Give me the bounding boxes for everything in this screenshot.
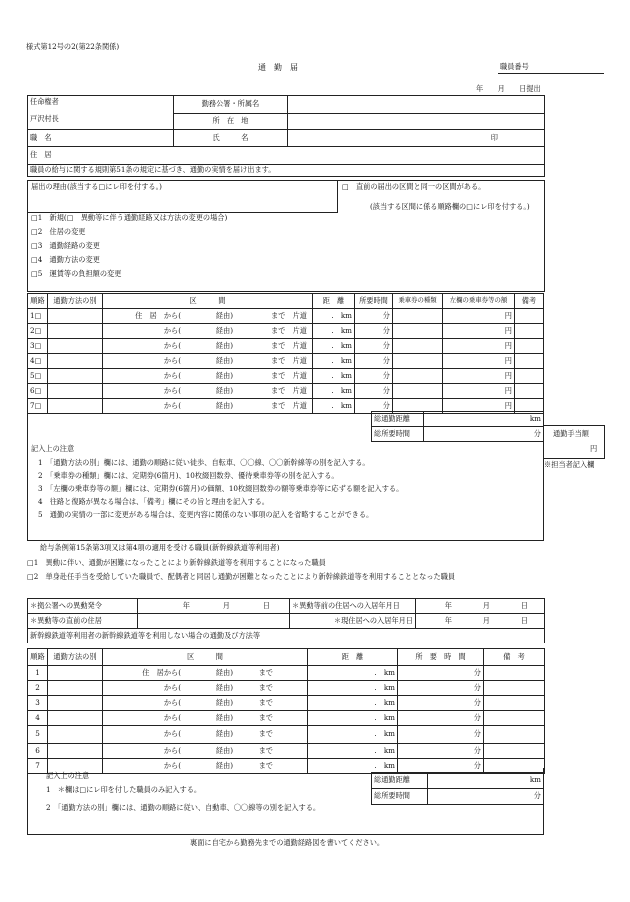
- route-remarks-field[interactable]: [515, 369, 544, 384]
- alt-route-from: から(: [163, 682, 181, 692]
- route-from: から(: [163, 385, 181, 395]
- alt-total-distance-label: 総通勤距離: [372, 773, 428, 789]
- route-minutes[interactable]: 分: [355, 324, 393, 339]
- alt-route-remarks-field[interactable]: [484, 696, 545, 711]
- alt-route-totals: [371, 772, 544, 805]
- route-remarks-field[interactable]: [515, 384, 544, 399]
- alt-route-row: [28, 666, 545, 681]
- alt-route-distance[interactable]: . km: [308, 681, 398, 696]
- same-section-note: (該当する区間に係る順路欄の□にレ印を付する。): [370, 202, 530, 211]
- route-distance[interactable]: . km: [313, 339, 355, 354]
- alt-route-order: 7: [28, 759, 48, 774]
- reason-option-3[interactable]: □3 通勤経路の変更: [31, 241, 100, 250]
- route-via: 経由): [215, 385, 233, 395]
- alt-notes-heading: 記入上の注意: [46, 771, 90, 780]
- alt-route-row: [28, 681, 545, 696]
- office-field[interactable]: [288, 96, 545, 114]
- route-section-field[interactable]: [103, 309, 313, 324]
- route-method-field[interactable]: [48, 354, 103, 369]
- alt-col-method: 通勤方法の別: [48, 649, 103, 666]
- route-to: まで 片道: [271, 385, 307, 395]
- route-order[interactable]: 2□: [28, 324, 48, 339]
- route-minutes[interactable]: 分: [355, 384, 393, 399]
- alt-route-heading: 新幹線鉄道等利用者の新幹線鉄道等を利用しない場合の通勤及び方法等: [28, 629, 545, 644]
- alt-route-to: まで: [258, 667, 273, 677]
- route-to: まで 片道: [271, 400, 307, 410]
- shinkansen-dates-table: [27, 598, 545, 643]
- prev-move-label: ＊異動等前の住居への入居年月日: [290, 599, 416, 614]
- col-ticket-amount: 左欄の乗車券等の額: [443, 294, 515, 309]
- col-time: 所要時間: [355, 294, 393, 309]
- alt-route-remarks-field[interactable]: [484, 681, 545, 696]
- name-label: 氏 名: [174, 130, 288, 147]
- alt-col-remarks: 備 考: [484, 649, 545, 666]
- alt-route-minutes[interactable]: 分: [398, 726, 484, 744]
- route-order[interactable]: 6□: [28, 384, 48, 399]
- route-via: 経由): [215, 370, 233, 380]
- route-amount[interactable]: 円: [443, 399, 515, 414]
- staff-number-underline: [498, 73, 604, 74]
- alt-route-remarks-field[interactable]: [484, 744, 545, 759]
- alt-route-from: 住 居から(: [142, 667, 181, 677]
- notes-heading: 記入上の注意: [31, 444, 75, 453]
- seal-mark: 印: [490, 132, 498, 142]
- route-minutes[interactable]: 分: [355, 399, 393, 414]
- route-distance[interactable]: . km: [313, 354, 355, 369]
- alt-route-order: 2: [28, 681, 48, 696]
- route-row: [28, 384, 544, 399]
- route-method-field[interactable]: [48, 309, 103, 324]
- route-to: まで 片道: [271, 370, 307, 380]
- curr-move-label: ＊現住居への入居年月日: [290, 614, 416, 629]
- note-item-2: 2 「乗車券の種類」欄には、定期券(6箇月)、10枚綴回数券、優待乗車券等の別を記入する。: [38, 471, 339, 480]
- appointer-label: 任命権者: [30, 97, 59, 106]
- form-number: 様式第12号の2(第22条関係): [26, 42, 120, 51]
- alt-route-distance[interactable]: . km: [308, 726, 398, 744]
- alt-note-item-2: 2 「通勤方法の別」欄には、通勤の順路に従い、自動車、〇〇線等の別を記入する。: [46, 803, 321, 812]
- total-time-field[interactable]: [424, 427, 544, 442]
- transfer-day: 日: [262, 600, 270, 610]
- allowance-unit: 円: [590, 444, 598, 453]
- route-ticket-field[interactable]: [393, 354, 443, 369]
- route-row: [28, 369, 544, 384]
- curr-move-year: 年: [444, 615, 452, 625]
- alt-route-order: 1: [28, 666, 48, 681]
- prev-move-month: 月: [482, 600, 490, 610]
- prev-move-day: 日: [520, 600, 528, 610]
- alt-route-via: 経由): [215, 667, 233, 677]
- route-method-field[interactable]: [48, 339, 103, 354]
- notes-box-left: [27, 411, 28, 541]
- alt-route-method-field[interactable]: [48, 726, 103, 744]
- col-ticket-type: 乗車券の種類: [393, 294, 443, 309]
- route-distance[interactable]: . km: [313, 369, 355, 384]
- route-via: 経由): [215, 400, 233, 410]
- alt-col-order: 順路: [28, 649, 48, 666]
- alt-total-time-unit: 分: [533, 791, 541, 801]
- route-from: 住 居 から(: [135, 310, 181, 320]
- alt-route-from: から(: [163, 697, 181, 707]
- alt-route-row: [28, 711, 545, 726]
- footer-note: 裏面に自宅から勤務先までの通勤経路図を書いてください。: [190, 838, 385, 847]
- alt-route-section-field[interactable]: [103, 696, 308, 711]
- allowance-label: 通勤手当額: [553, 429, 589, 438]
- reason-option-4[interactable]: □4 通勤方法の変更: [31, 255, 100, 264]
- route-table: [27, 293, 544, 414]
- form-title: 通 勤 届: [258, 63, 298, 72]
- route-distance[interactable]: . km: [313, 399, 355, 414]
- route-amount[interactable]: 円: [443, 309, 515, 324]
- alt-route-order: 5: [28, 726, 48, 744]
- total-distance-field[interactable]: [424, 412, 544, 427]
- alt-total-distance-unit: km: [529, 775, 541, 785]
- route-method-field[interactable]: [48, 399, 103, 414]
- alt-route-distance[interactable]: . km: [308, 666, 398, 681]
- alt-route-via: 経由): [215, 760, 233, 770]
- route-from: から(: [163, 370, 181, 380]
- alt-route-row: [28, 744, 545, 759]
- alt-route-via: 経由): [215, 745, 233, 755]
- alt-route-from: から(: [163, 745, 181, 755]
- alt-route-section-field[interactable]: [103, 759, 308, 774]
- alt-route-to: まで: [258, 745, 273, 755]
- alt-route-minutes[interactable]: 分: [398, 744, 484, 759]
- route-section-field[interactable]: [103, 354, 313, 369]
- applicant-info-table: [27, 95, 545, 177]
- prev-address-field[interactable]: [138, 614, 290, 629]
- submit-date-line: 年 月 日提出: [476, 84, 541, 93]
- route-to: まで 片道: [271, 340, 307, 350]
- route-method-field[interactable]: [48, 324, 103, 339]
- route-method-field[interactable]: [48, 369, 103, 384]
- alt-route-minutes[interactable]: 分: [398, 681, 484, 696]
- alt-route-minutes[interactable]: 分: [398, 711, 484, 726]
- alt-route-method-field[interactable]: [48, 711, 103, 726]
- notes-box-bottom: [27, 540, 544, 541]
- job-title-label: 職 名: [30, 132, 52, 142]
- route-ticket-field[interactable]: [393, 384, 443, 399]
- col-method: 通勤方法の別: [48, 294, 103, 309]
- residence-field[interactable]: [28, 147, 545, 165]
- alt-col-time: 所 要 時 間: [398, 649, 484, 666]
- appointer-value: 戸沢村長: [30, 113, 59, 123]
- reason-option-5[interactable]: □5 運賃等の負担額の変更: [31, 269, 122, 278]
- alt-route-section-field[interactable]: [103, 681, 308, 696]
- alt-notes-bottom: [27, 834, 544, 835]
- alt-route-from: から(: [163, 729, 181, 739]
- address-field[interactable]: [288, 114, 545, 130]
- alt-route-to: まで: [258, 760, 273, 770]
- alt-route-method-field[interactable]: [48, 744, 103, 759]
- route-section-field[interactable]: [103, 324, 313, 339]
- alt-total-time-label: 総所要時間: [372, 789, 428, 805]
- alt-route-distance[interactable]: . km: [308, 711, 398, 726]
- alt-route-distance[interactable]: . km: [308, 759, 398, 774]
- shinkansen-heading: 給与条例第15条第3項又は第4項の適用を受ける職員(新幹線鉄道等利用者): [40, 543, 280, 552]
- alt-route-from: から(: [163, 712, 181, 722]
- route-via: 経由): [215, 340, 233, 350]
- route-distance[interactable]: . km: [313, 324, 355, 339]
- route-from: から(: [163, 340, 181, 350]
- prev-move-year: 年: [444, 600, 452, 610]
- reason-header: 届出の理由(該当する□にレ印を付する。): [31, 182, 162, 191]
- route-order[interactable]: 1□: [28, 309, 48, 324]
- alt-notes-left: [27, 768, 28, 835]
- curr-move-date-field[interactable]: [416, 614, 545, 629]
- route-to: まで 片道: [271, 310, 307, 320]
- alt-note-item-1: 1 ＊欄は□にレ印を付した職員のみ記入する。: [46, 785, 202, 794]
- alt-total-time-field[interactable]: [428, 789, 544, 805]
- staff-number-label: 職員番号: [500, 62, 529, 71]
- route-ticket-field[interactable]: [393, 369, 443, 384]
- note-item-1: 1 「通勤方法の別」欄には、通勤の順路に従い徒歩、自転車、〇〇線、〇〇新幹線等の別を記入する。: [38, 458, 370, 467]
- alt-route-order: 6: [28, 744, 48, 759]
- allowance-note: ※担当者記入欄: [544, 460, 595, 469]
- reason-option-1[interactable]: □1 新規(□ 異動等に伴う通勤経路又は方法の変更の場合): [31, 213, 228, 222]
- route-section-field[interactable]: [103, 399, 313, 414]
- route-to: まで 片道: [271, 355, 307, 365]
- shinkansen-option-2[interactable]: □2 単身赴任手当を受給していた職員で、配偶者と同居し通勤が困難となったことにより新幹線鉄道等を利用することとなった職員: [27, 572, 456, 581]
- alt-route-order: 3: [28, 696, 48, 711]
- note-item-4: 4 往路と復路が異なる場合は、「備考」欄にその旨と理由を記入する。: [38, 497, 269, 506]
- appointer-cell: [28, 96, 174, 130]
- alt-route-via: 経由): [215, 682, 233, 692]
- route-remarks-field[interactable]: [515, 354, 544, 369]
- prev-address-label: ＊異動等の直前の住居: [28, 614, 138, 629]
- route-from: から(: [163, 355, 181, 365]
- curr-move-month: 月: [482, 615, 490, 625]
- route-via: 経由): [215, 310, 233, 320]
- col-distance: 距 離: [313, 294, 355, 309]
- total-distance-label: 総通勤距離: [372, 412, 424, 427]
- alt-route-method-field[interactable]: [48, 681, 103, 696]
- route-minutes[interactable]: 分: [355, 339, 393, 354]
- alt-route-order: 4: [28, 711, 48, 726]
- route-row: [28, 309, 544, 324]
- address-label: 所 在 地: [174, 114, 288, 130]
- alt-route-remarks-field[interactable]: [484, 666, 545, 681]
- route-minutes[interactable]: 分: [355, 309, 393, 324]
- name-field[interactable]: [288, 130, 545, 147]
- route-ticket-field[interactable]: [393, 324, 443, 339]
- route-to: まで 片道: [271, 325, 307, 335]
- route-row: [28, 324, 544, 339]
- route-section-field[interactable]: [103, 339, 313, 354]
- reason-option-2[interactable]: □2 住居の変更: [31, 227, 86, 236]
- alt-route-to: まで: [258, 697, 273, 707]
- note-item-5: 5 通勤の実情の一部に変更がある場合は、変更内容に関係のない事項の記入を省略することができる。: [38, 510, 374, 519]
- curr-move-day: 日: [520, 615, 528, 625]
- alt-route-minutes[interactable]: 分: [398, 759, 484, 774]
- route-remarks-field[interactable]: [515, 339, 544, 354]
- statement: 職員の給与に関する規則第51条の規定に基づき、通勤の実情を届け出ます。: [28, 165, 545, 177]
- alt-route-section-field[interactable]: [103, 666, 308, 681]
- route-section-field[interactable]: [103, 369, 313, 384]
- col-remarks: 備考: [515, 294, 544, 309]
- alt-route-distance[interactable]: . km: [308, 744, 398, 759]
- office-label: 勤務公署・所属名: [174, 96, 288, 114]
- route-ticket-field[interactable]: [393, 339, 443, 354]
- job-title-cell[interactable]: [28, 130, 174, 147]
- alt-route-method-field[interactable]: [48, 666, 103, 681]
- alt-route-minutes[interactable]: 分: [398, 696, 484, 711]
- alt-route-distance[interactable]: . km: [308, 696, 398, 711]
- alt-route-method-field[interactable]: [48, 696, 103, 711]
- residence-label: 住 居: [30, 150, 52, 160]
- note-item-3: 3 「左欄の乗車券等の額」欄には、定期券(6箇月)の価額、10枚綴回数券の額等乗車券等に応ずる額を記入する。: [38, 484, 404, 493]
- route-from: から(: [163, 400, 181, 410]
- col-section: 区 間: [103, 294, 313, 309]
- transfer-month: 月: [222, 600, 230, 610]
- alt-route-via: 経由): [215, 712, 233, 722]
- route-distance[interactable]: . km: [313, 384, 355, 399]
- total-time-label: 総所要時間: [372, 427, 424, 442]
- alt-total-distance-field[interactable]: [428, 773, 544, 789]
- shinkansen-route-table: [27, 648, 545, 774]
- route-via: 経由): [215, 355, 233, 365]
- alt-route-section-field[interactable]: [103, 744, 308, 759]
- alt-route-section-field[interactable]: [103, 711, 308, 726]
- route-amount[interactable]: 円: [443, 384, 515, 399]
- route-amount[interactable]: 円: [443, 339, 515, 354]
- route-minutes[interactable]: 分: [355, 369, 393, 384]
- shinkansen-option-1[interactable]: □1 異動に伴い、通勤が困難になったことにより新幹線鉄道等を利用することになった職員: [27, 558, 326, 567]
- alt-route-minutes[interactable]: 分: [398, 666, 484, 681]
- route-row: [28, 354, 544, 369]
- route-distance[interactable]: . km: [313, 309, 355, 324]
- transfer-date-field[interactable]: [138, 599, 290, 614]
- alt-route-to: まで: [258, 682, 273, 692]
- route-order[interactable]: 5□: [28, 369, 48, 384]
- reason-divider: [337, 180, 338, 212]
- route-ticket-field[interactable]: [393, 309, 443, 324]
- alt-route-via: 経由): [215, 697, 233, 707]
- route-totals: [371, 411, 544, 442]
- col-order: 順路: [28, 294, 48, 309]
- alt-route-row: [28, 726, 545, 744]
- route-method-field[interactable]: [48, 384, 103, 399]
- route-from: から(: [163, 325, 181, 335]
- transfer-label: ＊拠公署への異動発令: [28, 599, 138, 614]
- prev-move-date-field[interactable]: [416, 599, 545, 614]
- route-via: 経由): [215, 325, 233, 335]
- alt-route-remarks-field[interactable]: [484, 711, 545, 726]
- alt-col-section: 区 間: [103, 649, 308, 666]
- alt-route-to: まで: [258, 712, 273, 722]
- route-order[interactable]: 4□: [28, 354, 48, 369]
- route-section-field[interactable]: [103, 384, 313, 399]
- route-row: [28, 339, 544, 354]
- alt-route-remarks-field[interactable]: [484, 726, 545, 744]
- route-amount[interactable]: 円: [443, 354, 515, 369]
- total-distance-unit: km: [529, 413, 541, 423]
- route-remarks-field[interactable]: [515, 324, 544, 339]
- route-remarks-field[interactable]: [515, 309, 544, 324]
- route-order[interactable]: 7□: [28, 399, 48, 414]
- alt-route-to: まで: [258, 729, 273, 739]
- alt-route-row: [28, 696, 545, 711]
- alt-route-via: 経由): [215, 729, 233, 739]
- total-time-unit: 分: [533, 428, 541, 438]
- route-amount[interactable]: 円: [443, 369, 515, 384]
- same-section-checkbox[interactable]: □ 直前の届出の区間と同一の区間がある。: [342, 182, 486, 191]
- route-minutes[interactable]: 分: [355, 354, 393, 369]
- alt-route-from: から(: [163, 760, 181, 770]
- route-amount[interactable]: 円: [443, 324, 515, 339]
- alt-route-section-field[interactable]: [103, 726, 308, 744]
- alt-col-distance: 距 離: [308, 649, 398, 666]
- route-order[interactable]: 3□: [28, 339, 48, 354]
- transfer-year: 年: [182, 600, 190, 610]
